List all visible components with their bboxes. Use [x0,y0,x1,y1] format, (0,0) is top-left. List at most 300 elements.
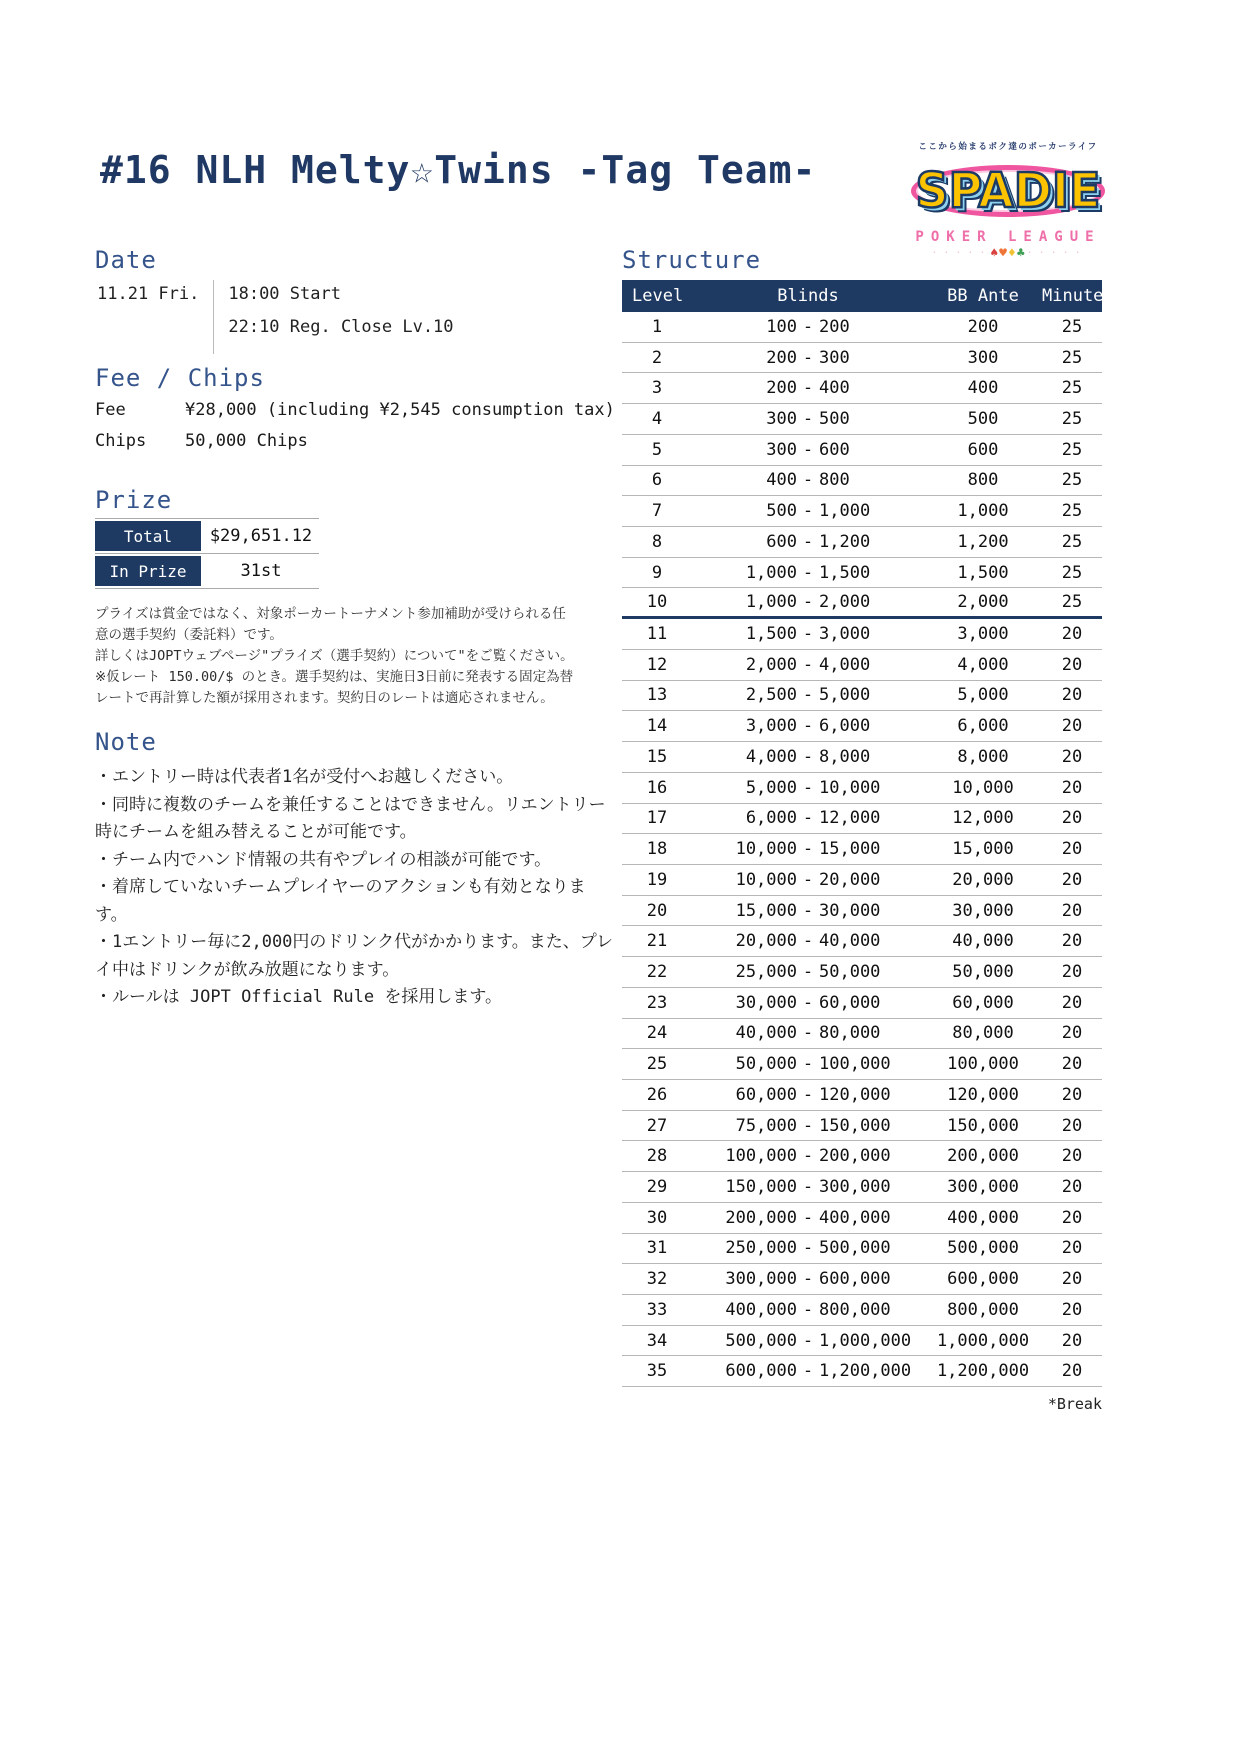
level-cell: 29 [646,1176,668,1197]
small-blind-value: 500 [766,501,797,522]
blinds-cell [692,1177,924,1197]
bb-ante-cell: 200 [967,316,999,337]
blinds-cell [692,962,924,982]
structure-table [622,280,1114,1387]
big-blind-value: 8,000 [819,746,871,767]
blinds-separator: - [802,685,814,706]
blinds-cell [692,1146,924,1166]
small-blind-value: 200 [766,347,797,368]
prize-inprize-value: 31st [240,561,282,581]
level-cell: 34 [646,1330,668,1351]
minutes-cell: 25 [1061,501,1083,522]
chips-value: 50,000 Chips [185,431,308,451]
big-blind-value: 200 [819,316,850,337]
big-blind-value: 300 [819,347,850,368]
small-blind-value: 200 [766,378,797,399]
level-cell: 7 [651,501,663,522]
bb-ante-cell: 600 [967,439,999,460]
blinds-separator: - [802,1299,814,1320]
blinds-cell [692,870,924,890]
blinds-cell [692,993,924,1013]
minutes-cell: 25 [1061,531,1083,552]
small-blind-value: 300 [766,439,797,460]
blinds-cell [692,808,924,828]
blinds-separator: - [802,1238,814,1259]
small-blind-value: 2,000 [745,654,797,675]
structure-row [622,926,1102,957]
big-blind-value: 20,000 [819,869,881,890]
bb-ante-cell: 20,000 [952,869,1014,890]
blinds-separator: - [802,316,814,337]
heart-icon: ♥ [999,246,1008,261]
blinds-cell [692,1300,924,1320]
small-blind-value: 5,000 [745,777,797,798]
small-blind-value: 300,000 [725,1269,797,1290]
logo-subtitle: POKER LEAGUE [915,229,1101,245]
big-blind-value: 400 [819,378,850,399]
small-blind-value: 150,000 [725,1176,797,1197]
big-blind-value: 15,000 [819,839,881,860]
small-blind-value: 1,500 [745,624,797,645]
minutes-cell: 20 [1061,1269,1083,1290]
small-blind-value: 500,000 [725,1330,797,1351]
minutes-cell: 20 [1061,1146,1083,1167]
blinds-cell [692,409,924,429]
minutes-cell: 25 [1061,439,1083,460]
big-blind-value: 1,000 [819,501,871,522]
level-cell: 33 [646,1299,668,1320]
level-cell: 6 [651,470,663,491]
structure-row [622,1172,1102,1203]
small-blind-value: 1,000 [745,592,797,613]
minutes-cell: 20 [1061,716,1083,737]
level-cell: 14 [646,716,668,737]
level-cell: 17 [646,808,668,829]
bb-ante-cell: 40,000 [952,931,1014,952]
note-item: ・着席していないチームプレイヤーのアクションも有効となります。 [95,877,586,925]
structure-row [622,988,1102,1019]
blinds-cell [692,1269,924,1289]
bb-ante-cell: 12,000 [952,808,1014,829]
level-cell: 2 [651,347,663,368]
minutes-cell: 20 [1061,685,1083,706]
bb-ante-cell: 1,200,000 [936,1361,1030,1382]
structure-row [622,1019,1102,1050]
minutes-cell: 20 [1061,931,1083,952]
structure-table-body [622,312,1102,1387]
note-item: ・同時に複数のチームを兼任することはできません。リエントリー時にチームを組み替えることが可能です。 [95,794,606,843]
big-blind-value: 500 [819,409,850,430]
bb-ante-cell: 1,200 [957,531,1009,552]
column-header-bb-ante: BB Ante [947,286,1019,306]
blinds-cell [692,624,924,644]
blinds-separator: - [802,992,814,1013]
structure-row [622,312,1102,343]
blinds-separator: - [802,439,814,460]
minutes-cell: 20 [1061,1176,1083,1197]
minutes-cell: 20 [1061,839,1083,860]
small-blind-value: 10,000 [735,839,797,860]
blinds-separator: - [802,961,814,982]
minutes-cell: 20 [1061,1207,1083,1228]
blinds-separator: - [802,869,814,890]
small-blind-value: 75,000 [735,1115,797,1136]
fee-chips-section [95,364,615,462]
prize-inprize-label: In Prize [95,554,203,588]
small-blind-value: 60,000 [735,1084,797,1105]
bb-ante-cell: 1,000,000 [936,1330,1030,1351]
small-blind-value: 100,000 [725,1146,797,1167]
minutes-cell: 20 [1061,808,1083,829]
chips-label: Chips [95,431,147,451]
blinds-cell [692,1238,924,1258]
bb-ante-cell: 10,000 [952,777,1014,798]
minutes-cell: 20 [1061,1361,1083,1382]
structure-row [622,373,1102,404]
blinds-separator: - [802,931,814,952]
blinds-cell [692,1085,924,1105]
structure-table-header [622,280,1114,312]
blinds-cell [692,1116,924,1136]
structure-row [622,435,1102,466]
decorative-dots: ・・・・・ [930,248,991,257]
big-blind-value: 1,500 [819,562,871,583]
big-blind-value: 1,200 [819,531,871,552]
small-blind-value: 15,000 [735,900,797,921]
blinds-cell [692,532,924,552]
blinds-cell [692,901,924,921]
bb-ante-cell: 200,000 [947,1146,1019,1167]
blinds-separator: - [802,777,814,798]
small-blind-value: 20,000 [735,931,797,952]
big-blind-value: 40,000 [819,931,881,952]
structure-section [622,246,1114,1414]
level-cell: 4 [651,409,663,430]
blinds-cell [692,348,924,368]
small-blind-value: 400,000 [725,1299,797,1320]
blinds-cell [692,778,924,798]
diamond-icon: ♦ [1008,246,1017,261]
small-blind-value: 10,000 [735,869,797,890]
blinds-cell [692,317,924,337]
small-blind-value: 4,000 [745,746,797,767]
blinds-cell [692,931,924,951]
level-cell: 3 [651,378,663,399]
bb-ante-cell: 2,000 [957,592,1009,613]
small-blind-value: 300 [766,409,797,430]
blinds-cell [692,1361,924,1381]
small-blind-value: 600 [766,531,797,552]
chips-row [95,431,615,451]
big-blind-value: 1,200,000 [819,1361,912,1382]
structure-row [622,1080,1102,1111]
big-blind-value: 80,000 [819,1023,881,1044]
prize-disclaimer [95,604,577,709]
minutes-cell: 20 [1061,1115,1083,1136]
structure-row [622,711,1102,742]
blinds-separator: - [802,1207,814,1228]
structure-heading: Structure [622,246,762,274]
blinds-separator: - [802,746,814,767]
small-blind-value: 1,000 [745,562,797,583]
level-cell: 28 [646,1146,668,1167]
logo-brand-wrap [903,155,1113,227]
blinds-separator: - [802,1115,814,1136]
small-blind-value: 50,000 [735,1054,797,1075]
big-blind-value: 1,000,000 [819,1330,912,1351]
big-blind-value: 800,000 [819,1299,891,1320]
level-cell: 16 [646,777,668,798]
bb-ante-cell: 5,000 [957,685,1009,706]
structure-row [622,1356,1102,1387]
level-cell: 30 [646,1207,668,1228]
blinds-separator: - [802,624,814,645]
small-blind-value: 250,000 [725,1238,797,1259]
big-blind-value: 400,000 [819,1207,891,1228]
disclaimer-line: 詳しくはJOPTウェブページ"プライズ（選手契約）について"をご覧ください。 [95,647,574,664]
minutes-cell: 20 [1061,869,1083,890]
blinds-cell [692,501,924,521]
structure-row [622,773,1102,804]
small-blind-value: 3,000 [745,716,797,737]
level-cell: 24 [646,1023,668,1044]
spade-icon: ♠ [990,246,1000,261]
prize-total-row [95,519,319,554]
structure-row [622,896,1102,927]
structure-row [622,343,1102,374]
big-blind-value: 300,000 [819,1176,891,1197]
date-heading: Date [95,246,157,274]
bb-ante-cell: 30,000 [952,900,1014,921]
structure-row [622,742,1102,773]
prize-total-label: Total [95,519,203,553]
blinds-cell [692,716,924,736]
blinds-separator: - [802,470,814,491]
note-item: ・エントリー時は代表者1名が受付へお越しください。 [95,767,514,787]
small-blind-value: 30,000 [735,992,797,1013]
structure-row [622,681,1102,712]
big-blind-value: 2,000 [819,592,871,613]
structure-row [622,1264,1102,1295]
big-blind-value: 30,000 [819,900,881,921]
minutes-cell: 25 [1061,378,1083,399]
structure-row [622,1141,1102,1172]
blinds-cell [692,440,924,460]
decorative-dots: ・・・・・ [1025,248,1086,257]
prize-table [95,518,319,589]
blinds-separator: - [802,347,814,368]
level-cell: 22 [646,961,668,982]
blinds-cell [692,563,924,583]
small-blind-value: 200,000 [725,1207,797,1228]
big-blind-value: 50,000 [819,961,881,982]
note-item: ・ルールは JOPT Official Rule を採用します。 [95,987,502,1008]
bb-ante-cell: 400 [967,378,999,399]
note-heading: Note [95,728,157,756]
note-item: ・チーム内でハンド情報の共有やプレイの相談が可能です。 [95,849,552,870]
blinds-separator: - [802,808,814,829]
structure-row [622,527,1102,558]
blinds-cell [692,747,924,767]
disclaimer-line: ※仮レート 150.00/$ のとき。選手契約は、実施日3日前に発表する固定為替レートで再計算した額が採用されます。契約日のレートは適応されません。 [95,668,574,706]
prize-inprize-row [95,554,319,589]
level-cell: 35 [646,1361,668,1382]
level-cell: 5 [651,439,663,460]
blinds-cell [692,1208,924,1228]
blinds-cell [692,592,924,612]
level-cell: 13 [646,685,668,706]
note-item: ・1エントリー毎に2,000円のドリンク代がかかります。また、プレイ中はドリンクが飲み放題になります。 [95,932,614,980]
structure-row [622,619,1102,650]
note-section [95,728,615,1012]
structure-row [622,1111,1102,1142]
bb-ante-cell: 300 [967,347,999,368]
blinds-cell [692,1331,924,1351]
fee-label: Fee [95,400,126,420]
fee-row [95,400,615,420]
blinds-separator: - [802,1269,814,1290]
level-cell: 26 [646,1084,668,1105]
level-cell: 12 [646,654,668,675]
blinds-separator: - [802,501,814,522]
column-header-level: Level [632,286,684,306]
level-cell: 25 [646,1054,668,1075]
column-header-blinds: Blinds [777,286,839,306]
level-cell: 27 [646,1115,668,1136]
minutes-cell: 25 [1061,347,1083,368]
minutes-cell: 20 [1061,1084,1083,1105]
bb-ante-cell: 100,000 [947,1054,1019,1075]
structure-row [622,588,1102,619]
blinds-separator: - [802,716,814,737]
bb-ante-cell: 500,000 [947,1238,1019,1259]
bb-ante-cell: 500 [967,409,999,430]
level-cell: 19 [646,869,668,890]
small-blind-value: 600,000 [725,1361,797,1382]
break-note: *Break [1047,1395,1102,1414]
big-blind-value: 200,000 [819,1146,891,1167]
bb-ante-cell: 400,000 [947,1207,1019,1228]
blinds-separator: - [802,1330,814,1351]
bb-ante-cell: 800,000 [947,1299,1019,1320]
blinds-separator: - [802,1054,814,1075]
column-header-minutes: Minutes [1042,286,1114,306]
structure-row [622,865,1102,896]
bb-ante-cell: 1,500 [957,562,1009,583]
blinds-separator: - [802,1146,814,1167]
big-blind-value: 10,000 [819,777,881,798]
blinds-cell [692,685,924,705]
minutes-cell: 25 [1061,470,1083,491]
level-cell: 11 [646,624,668,645]
blinds-cell [692,378,924,398]
big-blind-value: 600 [819,439,850,460]
blinds-cell [692,839,924,859]
minutes-cell: 20 [1061,624,1083,645]
event-date: 11.21 Fri. [97,284,200,304]
level-cell: 23 [646,992,668,1013]
blinds-separator: - [802,654,814,675]
blinds-separator: - [802,562,814,583]
bb-ante-cell: 800 [967,470,999,491]
bb-ante-cell: 150,000 [947,1115,1019,1136]
structure-row [622,558,1102,589]
minutes-cell: 20 [1061,900,1083,921]
blinds-separator: - [802,531,814,552]
note-list [95,764,615,1012]
structure-row [622,1295,1102,1326]
level-cell: 32 [646,1269,668,1290]
small-blind-value: 40,000 [735,1023,797,1044]
minutes-cell: 20 [1061,992,1083,1013]
structure-row [622,1203,1102,1234]
structure-row [622,1326,1102,1357]
minutes-cell: 20 [1061,746,1083,767]
minutes-cell: 20 [1061,1023,1083,1044]
level-cell: 1 [651,316,663,337]
level-cell: 15 [646,746,668,767]
fee-chips-heading: Fee / Chips [95,364,265,392]
bb-ante-cell: 300,000 [947,1176,1019,1197]
level-cell: 18 [646,839,668,860]
level-cell: 8 [651,531,663,552]
big-blind-value: 60,000 [819,992,881,1013]
big-blind-value: 800 [819,470,850,491]
minutes-cell: 20 [1061,777,1083,798]
level-cell: 9 [651,562,663,583]
blinds-cell [692,470,924,490]
big-blind-value: 150,000 [819,1115,891,1136]
logo-brand-text: SPADIE [915,161,1101,219]
bb-ante-cell: 15,000 [952,839,1014,860]
prize-section [95,486,319,589]
level-cell: 21 [646,931,668,952]
big-blind-value: 600,000 [819,1269,891,1290]
bb-ante-cell: 3,000 [957,624,1009,645]
bb-ante-cell: 80,000 [952,1023,1014,1044]
bb-ante-cell: 120,000 [947,1084,1019,1105]
minutes-cell: 20 [1061,654,1083,675]
big-blind-value: 6,000 [819,716,871,737]
minutes-cell: 25 [1061,562,1083,583]
bb-ante-cell: 50,000 [952,961,1014,982]
level-cell: 10 [646,592,668,613]
small-blind-value: 6,000 [745,808,797,829]
big-blind-value: 4,000 [819,654,871,675]
small-blind-value: 400 [766,470,797,491]
logo-tagline: ここから始まるボク達のポーカーライフ [918,142,1098,152]
bb-ante-cell: 8,000 [957,746,1009,767]
structure-row [622,650,1102,681]
blinds-separator: - [802,839,814,860]
reg-close-time: 22:10 Reg. Close Lv.10 [228,317,454,337]
blinds-separator: - [802,1361,814,1382]
big-blind-value: 5,000 [819,685,871,706]
big-blind-value: 120,000 [819,1084,891,1105]
date-section [95,246,454,354]
bb-ante-cell: 6,000 [957,716,1009,737]
spadie-logo [903,140,1113,260]
small-blind-value: 2,500 [745,685,797,706]
fee-value: ¥28,000 (including ¥2,545 consumption tax) [185,400,615,420]
big-blind-value: 12,000 [819,808,881,829]
big-blind-value: 3,000 [819,624,871,645]
level-cell: 31 [646,1238,668,1259]
structure-row [622,1049,1102,1080]
small-blind-value: 25,000 [735,961,797,982]
small-blind-value: 100 [766,316,797,337]
structure-row [622,834,1102,865]
